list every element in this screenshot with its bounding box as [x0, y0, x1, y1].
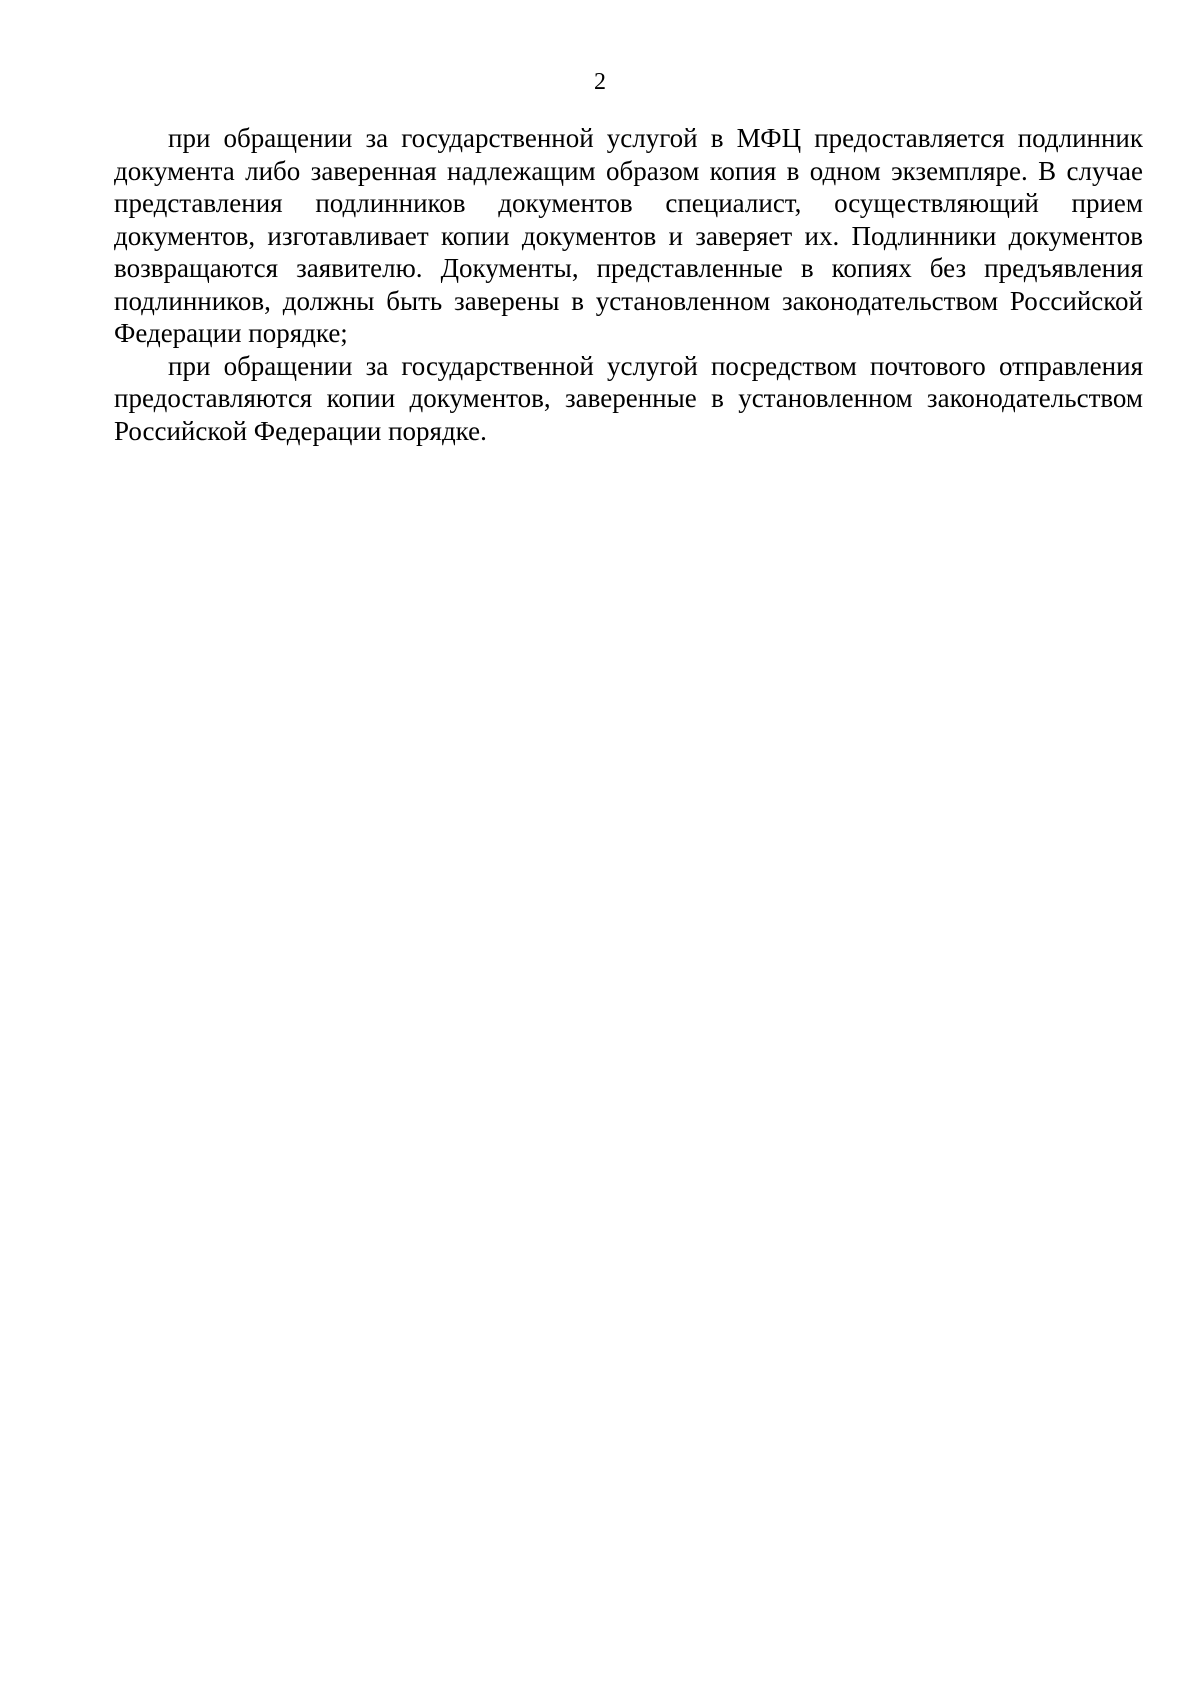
paragraph-postal-submission: при обращении за государственной услугой посредством почтового отправления предоставляются копии документов, заверенные в установленном законодательством Российской Федерации порядке.: [114, 350, 1143, 446]
document-body: [114, 122, 1143, 447]
page-number: 2: [594, 69, 606, 95]
paragraph-mfc-submission: при обращении за государственной услугой в МФЦ предоставляется подлинник документа либо заверенная надлежащим образом копия в одном экземпляре. В случае представления подлинников документов специалист, осуществляющий прием документов, изготавливает копии документов и заверяет их. Подлинники документов возвращаются заявителю. Документы, представленные в копиях без предъявления подлинников, должны быть заверены в установленном законодательством Российской Федерации порядке;: [114, 123, 1143, 348]
